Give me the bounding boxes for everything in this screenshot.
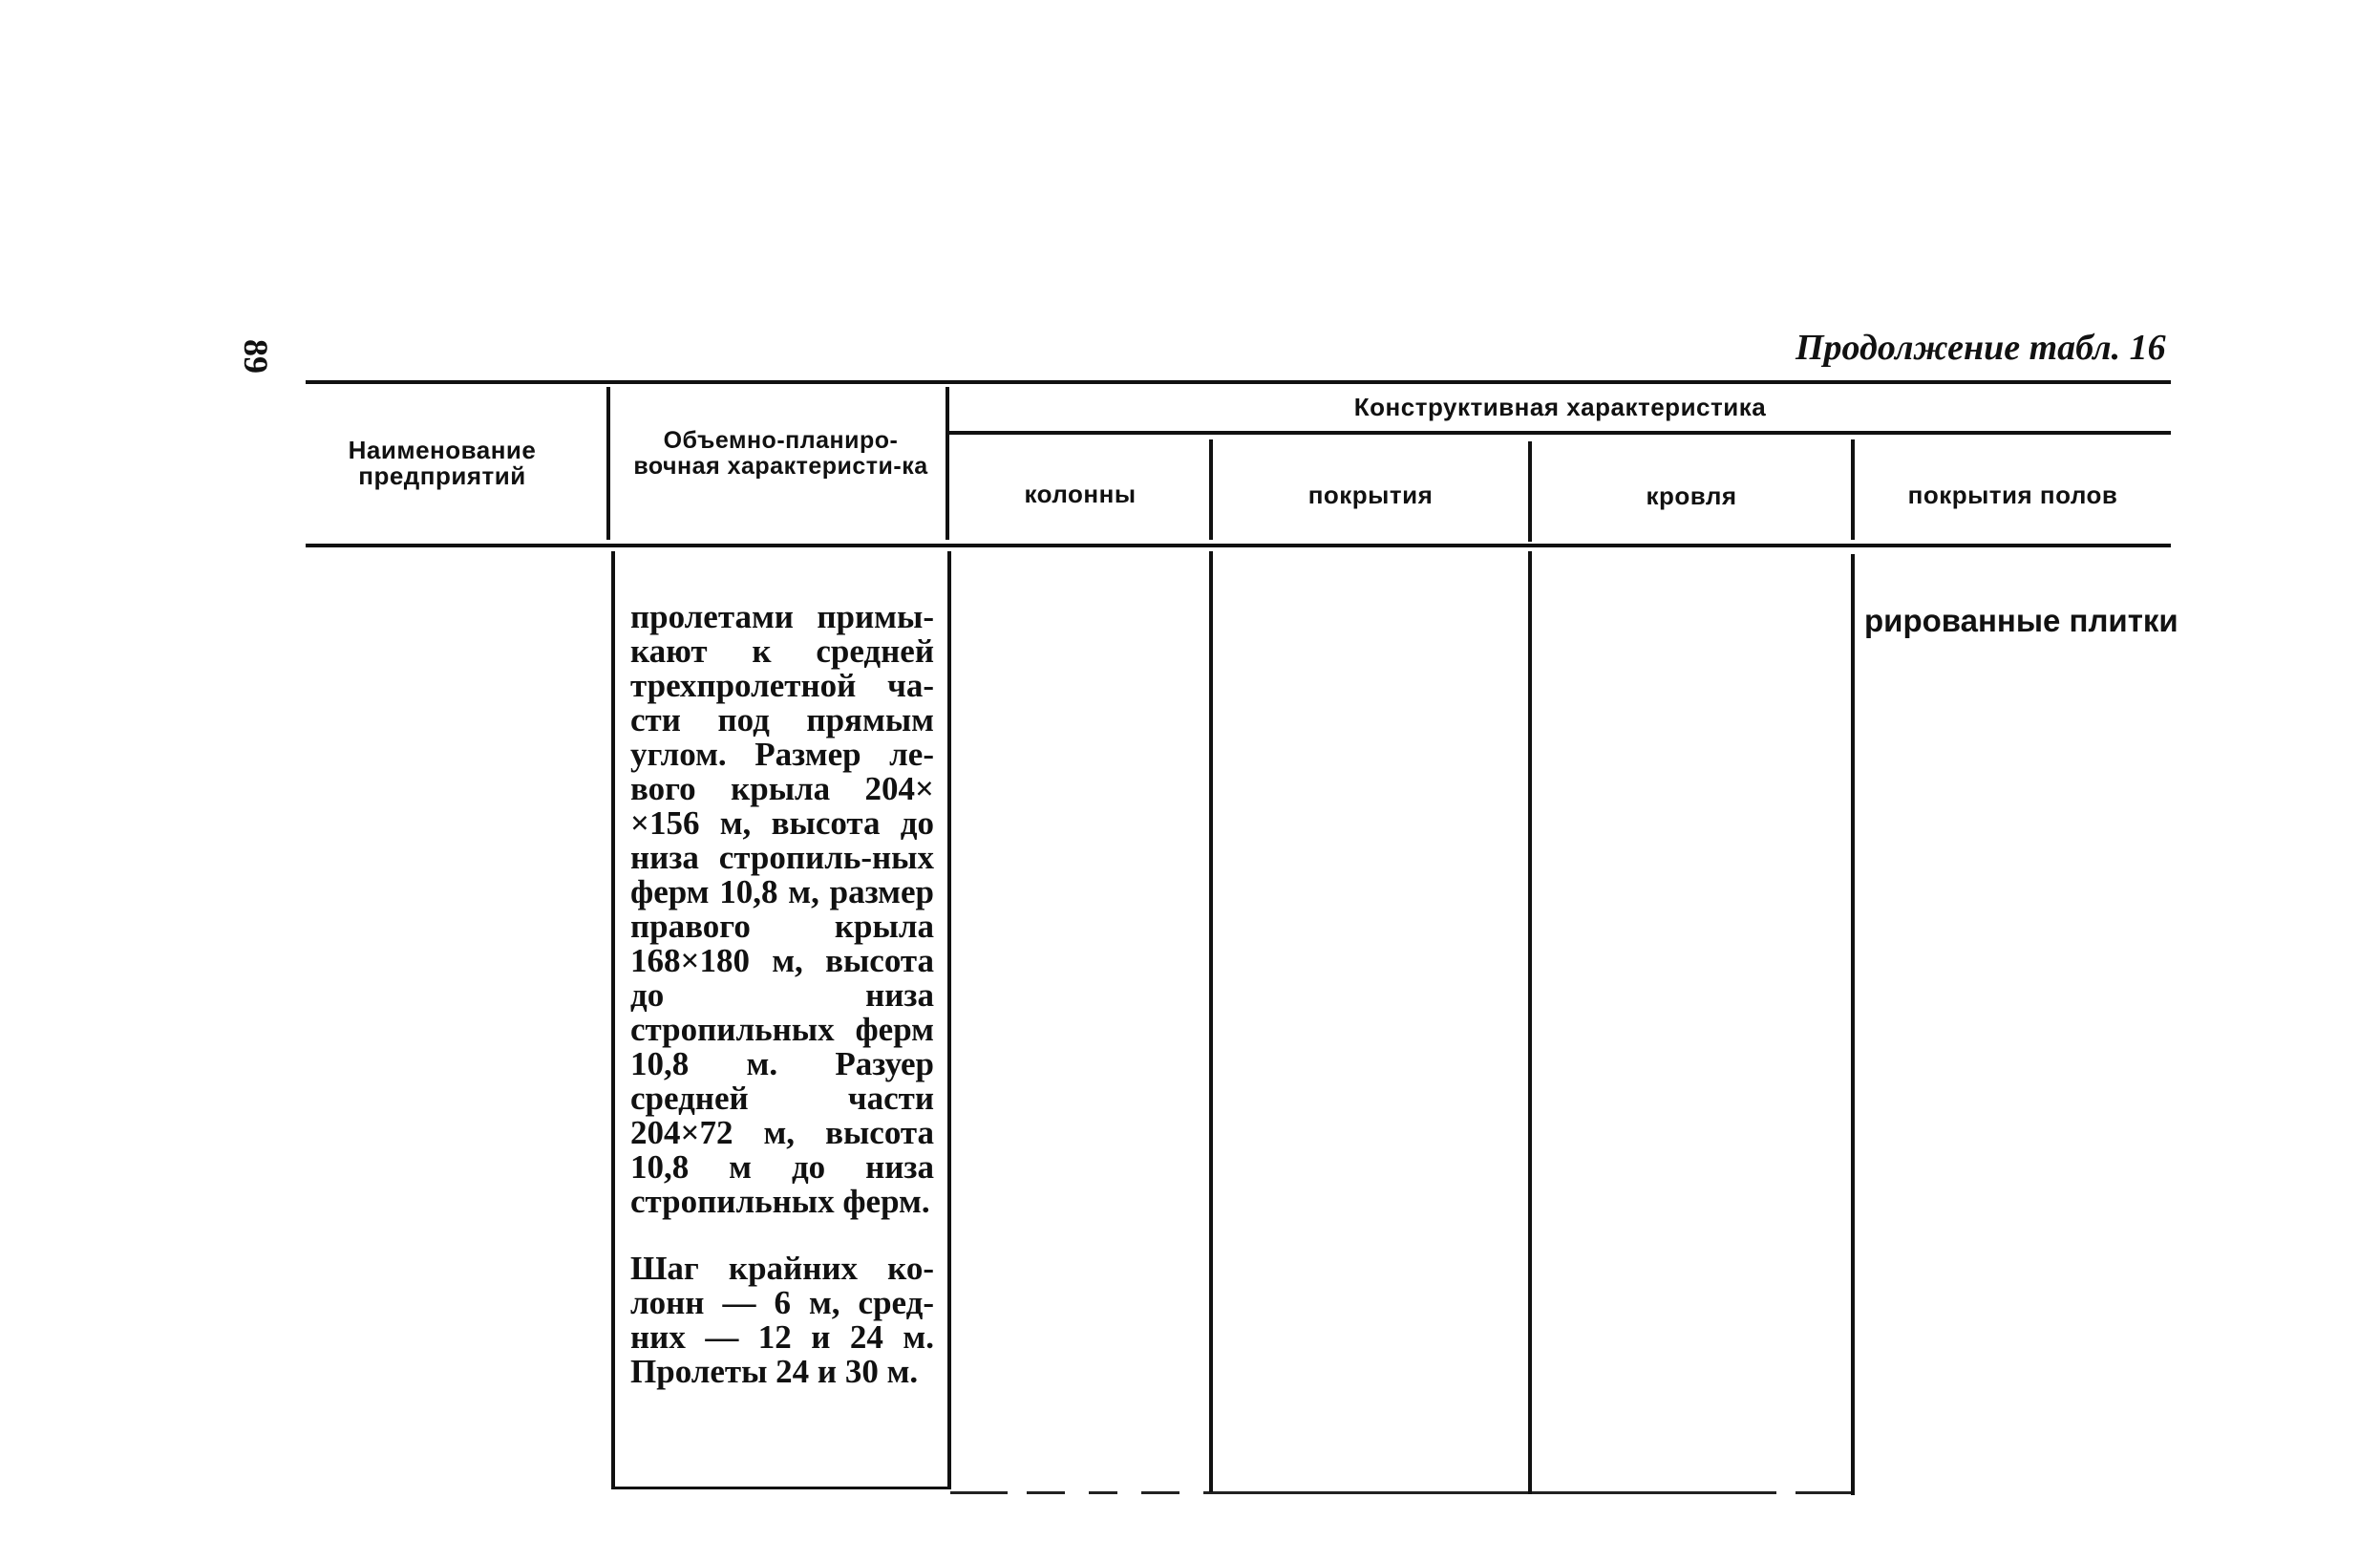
- table-bottom-rule: [614, 1487, 948, 1489]
- header-floor: покрытия полов: [1907, 481, 2118, 509]
- col-divider-2-body: [947, 551, 951, 1489]
- bottom-dashed-rule: [1141, 1491, 1179, 1494]
- bottom-dashed-rule: [950, 1491, 1008, 1494]
- col-divider-5-body: [1851, 554, 1855, 1495]
- col-divider-3-body: [1209, 551, 1213, 1492]
- layout-paragraph: Шаг крайних ко-лонн — 6 м, сред-них — 12 и 24 м. Пролеты 24 и 30 м.: [630, 1250, 934, 1390]
- bottom-dashed-rule: [1203, 1491, 1776, 1494]
- bottom-dashed-rule: [1796, 1491, 1853, 1494]
- page-number: 89: [237, 339, 275, 374]
- header-bottom-rule: [306, 544, 2171, 547]
- construct-group-rule: [949, 431, 2171, 435]
- bottom-dashed-rule: [1027, 1491, 1065, 1494]
- header-roof: кровля: [1646, 482, 1737, 510]
- bottom-dashed-rule: [1089, 1491, 1117, 1494]
- col-divider-1-header: [606, 387, 610, 540]
- cell-layout-characteristic: [630, 600, 934, 1389]
- table-top-rule: [306, 380, 2171, 384]
- col-divider-1-body: [611, 551, 615, 1489]
- cell-floor-covering: рированные плитки: [1864, 603, 2178, 638]
- header-columns: колонны: [1024, 480, 1137, 508]
- layout-paragraph: пролетами примы-кают к средней трехпролетной ча-сти под прямым углом. Размер ле-вого крыла 204× ×156 м, высота до низа стропиль-ных ферм 10,8 м, размер правого крыла 168×180 м, высота до низа стропильных ферм 10,8 м. Разуер средней части 204×72 м, высота 10,8 м до низа стропильных ферм.: [630, 598, 934, 1220]
- table-continuation-caption: Продолжение табл. 16: [1796, 328, 2166, 368]
- header-enterprise: Наименование предприятий: [348, 436, 537, 490]
- header-covering: покрытия: [1307, 481, 1434, 509]
- header-construct-group: Конструктивная характеристика: [1353, 393, 1767, 421]
- col-divider-4-body: [1528, 551, 1532, 1494]
- header-layout: Объемно-планиро-вочная характеристи-ка: [633, 427, 928, 480]
